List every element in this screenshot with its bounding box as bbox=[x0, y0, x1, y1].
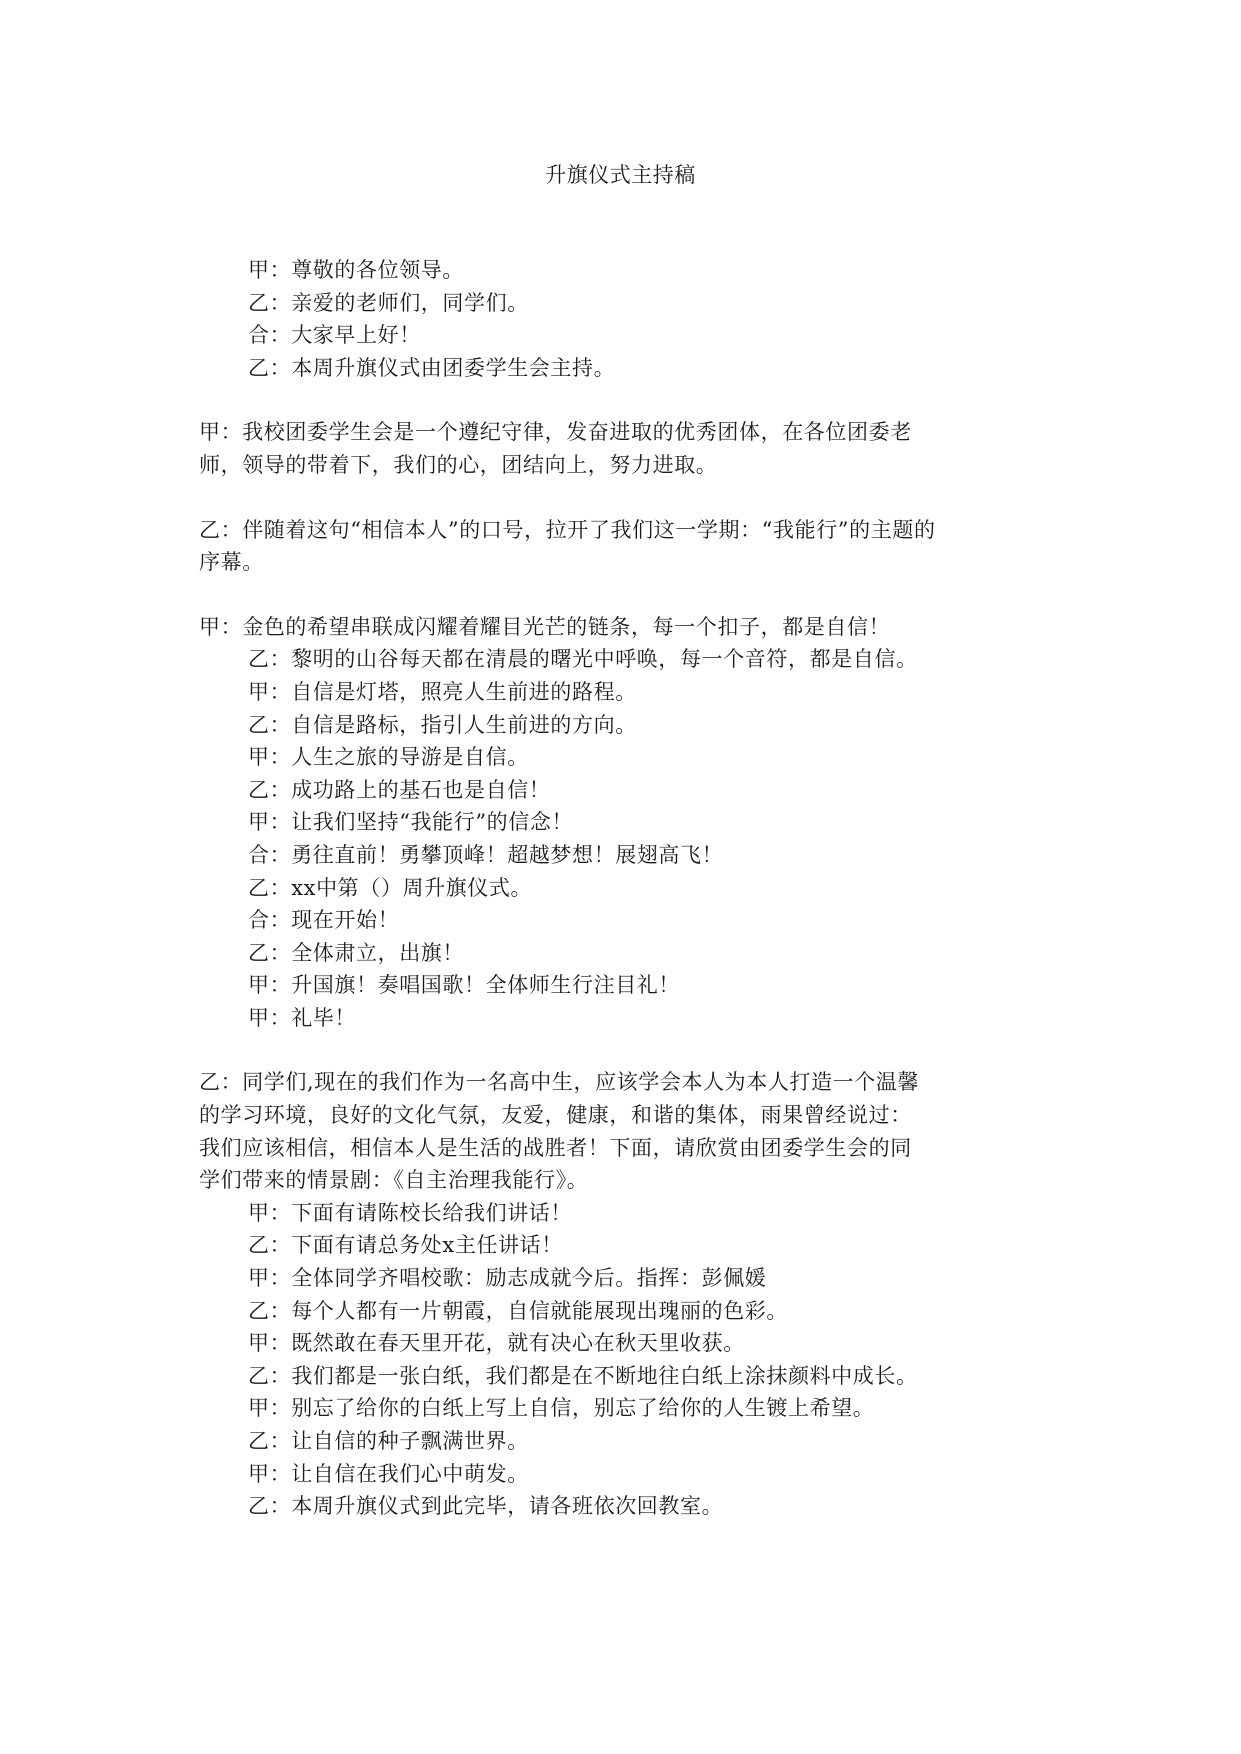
paragraph-line: 学们带来的情景剧：《自主治理我能行》。 bbox=[199, 1168, 589, 1193]
dialogue-line: 乙：黎明的山谷每天都在清晨的曙光中呼唤，每一个音符，都是自信。 bbox=[248, 647, 918, 672]
dialogue-line: 甲：既然敢在春天里开花，就有决心在秋天里收获。 bbox=[248, 1331, 745, 1356]
dialogue-line: 乙：成功路上的基石也是自信！ bbox=[248, 777, 551, 802]
dialogue-line: 乙：下面有请总务处x主任讲话！ bbox=[248, 1233, 563, 1258]
paragraph-spacer bbox=[199, 482, 1049, 514]
dialogue-line: 甲：尊敬的各位领导。 bbox=[248, 258, 464, 282]
dialogue-line: 乙：本周升旗仪式由团委学生会主持。 bbox=[248, 355, 616, 380]
dialogue-line: 合：勇往直前！勇攀顶峰！超越梦想！展翅高飞！ bbox=[248, 842, 724, 867]
dialogue-line: 乙：每个人都有一片朝霞，自信就能展现出瑰丽的色彩。 bbox=[248, 1298, 788, 1323]
dialogue-line: 甲：升国旗！奏唱国歌！全体师生行注目礼！ bbox=[248, 973, 680, 998]
dialogue-line: 甲：礼毕！ bbox=[248, 1005, 356, 1030]
dialogue-line: 乙：亲爱的老师们，同学们。 bbox=[248, 290, 529, 315]
dialogue-line: 乙：本周升旗仪式到此完毕，请各班依次回教室。 bbox=[248, 1494, 724, 1519]
paragraph-spacer bbox=[199, 1034, 1049, 1066]
dialogue-line: 甲：自信是灯塔，照亮人生前进的路程。 bbox=[248, 679, 637, 704]
dialogue-line: 乙：xx中第（）周升旗仪式。 bbox=[248, 875, 533, 900]
dialogue-line: 甲：让自信在我们心中萌发。 bbox=[248, 1461, 529, 1486]
paragraph-spacer bbox=[199, 579, 1049, 611]
dialogue-line: 甲：下面有请陈校长给我们讲话！ bbox=[248, 1200, 572, 1225]
paragraph-line: 甲：我校团委学生会是一个遵纪守律，发奋进取的优秀团体，在各位团委老 bbox=[199, 420, 912, 445]
paragraph-line: 我们应该相信，相信本人是生活的战胜者！下面，请欣赏由团委学生会的同 bbox=[199, 1135, 912, 1160]
paragraph-spacer bbox=[199, 384, 1049, 416]
paragraph-line: 甲：金色的希望串联成闪耀着耀目光芒的链条，每一个扣子，都是自信！ bbox=[199, 614, 891, 639]
paragraph-line: 的学习环境，良好的文化气氛，友爱，健康，和谐的集体，雨果曾经说过： bbox=[199, 1103, 912, 1128]
dialogue-line: 甲：别忘了给你的白纸上写上自信，别忘了给你的人生镀上希望。 bbox=[248, 1396, 875, 1421]
dialogue-line: 乙：让自信的种子飘满世界。 bbox=[248, 1429, 529, 1453]
dialogue-line: 乙：全体肃立，出旗！ bbox=[248, 940, 464, 965]
script-body bbox=[199, 254, 1049, 1523]
dialogue-line: 乙：自信是路标，指引人生前进的方向。 bbox=[248, 712, 637, 737]
paragraph-line: 师，领导的带着下，我们的心，团结向上，努力进取。 bbox=[199, 452, 718, 477]
dialogue-line: 甲：人生之旅的导游是自信。 bbox=[248, 745, 529, 770]
dialogue-line: 甲：全体同学齐唱校歌：励志成就今后。指挥：彭佩媛 bbox=[248, 1266, 767, 1291]
dialogue-line: 合：大家早上好！ bbox=[248, 323, 421, 348]
dialogue-line: 乙：我们都是一张白纸，我们都是在不断地往白纸上涂抹颜料中成长。 bbox=[248, 1363, 918, 1388]
document-title: 升旗仪式主持稿 bbox=[545, 163, 696, 187]
dialogue-line: 甲：让我们坚持“我能行”的信念！ bbox=[248, 810, 574, 835]
paragraph-line: 乙：伴随着这句“相信本人”的口号，拉开了我们这一学期：“我能行”的主题的 bbox=[199, 517, 936, 542]
paragraph-line: 乙：同学们,现在的我们作为一名高中生，应该学会本人为本人打造一个温馨 bbox=[199, 1070, 920, 1095]
dialogue-line: 合：现在开始！ bbox=[248, 908, 400, 933]
paragraph-line: 序幕。 bbox=[199, 550, 264, 575]
